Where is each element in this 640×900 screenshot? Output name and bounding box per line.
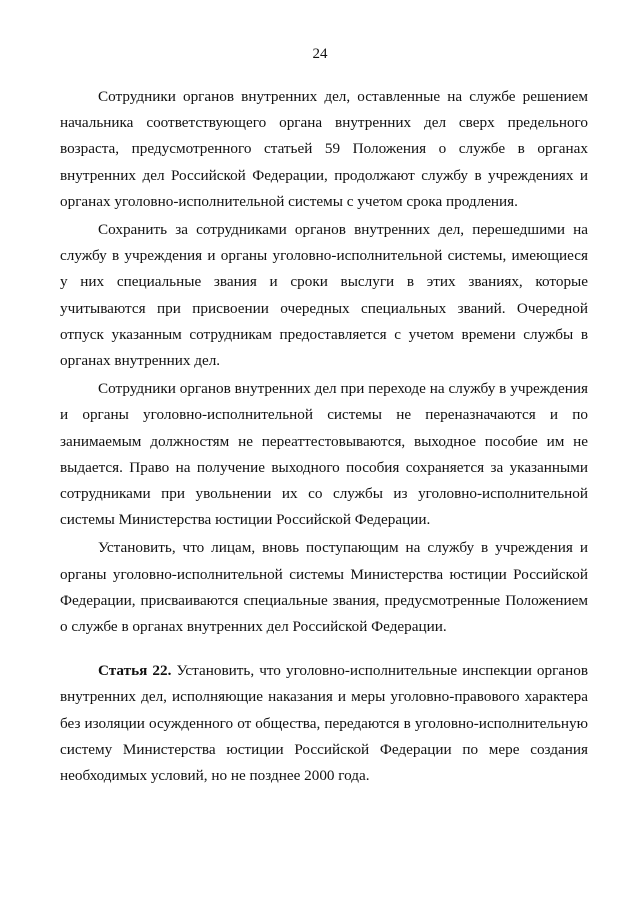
article-label: Статья 22.	[98, 662, 172, 680]
paragraph-2: Сохранить за сотрудниками органов внутренних дел, перешедшими на службу в учреждения и органы уголовно-исполнительной системы, имеющиеся у них специальные звания и сроки выслуги в этих званиях, которые учитываются при присвоении очередных специальных званий. Очередной отпуск указанным сотрудникам предоставляется с учетом времени службы в органах внутренних дел.	[60, 221, 588, 370]
document-body	[60, 84, 588, 789]
article-text: Установить, что уголовно-исполнительные инспекции органов внутренних дел, исполняющие наказания и меры уголовно-правового характера без изоляции осужденного от общества, передаются в уголовно-исполнительную систему Министерства юстиции Российской Федерации по мере создания необходимых условий, но не позднее 2000 года.	[60, 662, 588, 785]
article-22-paragraph	[60, 658, 588, 789]
paragraph-3: Сотрудники органов внутренних дел при переходе на службу в учреждения и органы уголовно-исполнительной системы не переназначаются и по занимаемым должностям не переаттестовываются, выходное пособие им не выдается. Право на получение выходного пособия сохраняется за указанными сотрудниками при увольнении их со службы из уголовно-исполнительной системы Министерства юстиции Российской Федерации.	[60, 380, 588, 529]
page-number: 24	[312, 46, 328, 62]
paragraph-1: Сотрудники органов внутренних дел, оставленные на службе решением начальника соответствующего органа внутренних дел сверх предельного возраста, предусмотренного статьей 59 Положения о службе в органах внутренних дел Российской Федерации, продолжают службу в учреждениях и органах уголовно-исполнительной системы с учетом срока продления.	[60, 88, 588, 210]
paragraph-4: Установить, что лицам, вновь поступающим на службу в учреждения и органы уголовно-исполнительной системы Министерства юстиции Российской Федерации, присваиваются специальные звания, предусмотренные Положением о службе в органах внутренних дел Российской Федерации.	[60, 539, 588, 636]
